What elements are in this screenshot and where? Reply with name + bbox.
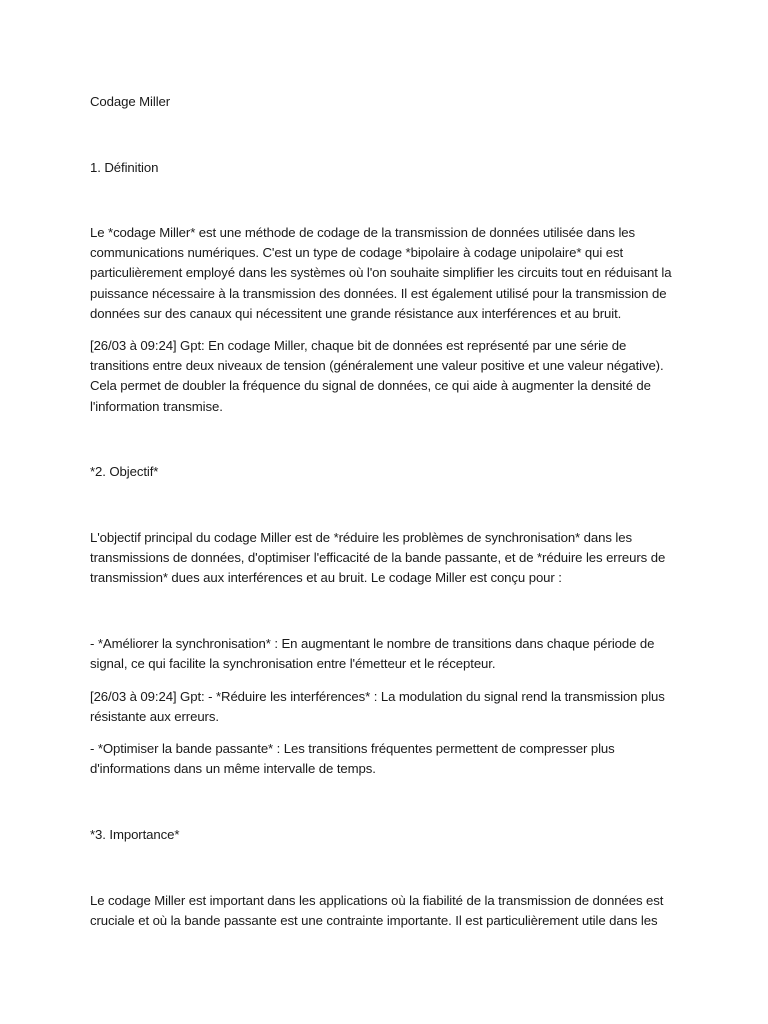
- section-1-paragraph-1: Le *codage Miller* est une méthode de codage de la transmission de données utilisée dans les communications numériques. C'est un type de codage *bipolaire à codage unipolaire* qui est particulièrement employé dans les systèmes où l'on souhaite simplifier les circuits tout en réduisant la puissance nécessaire à la transmission des données. Il est également utilisé pour la transmission de données sur des canaux qui nécessitent une grande résistance aux interférences et au bruit.: [90, 225, 672, 321]
- section-2-heading: *2. Objectif*: [90, 464, 159, 479]
- section-3-heading: *3. Importance*: [90, 827, 180, 842]
- section-2-bullet-1: - *Améliorer la synchronisation* : En augmentant le nombre de transitions dans chaque période de signal, ce qui facilite la synchronisation entre l'émetteur et le récepteur.: [90, 636, 655, 672]
- section-2-bullet-2: [26/03 à 09:24] Gpt: - *Réduire les interférences* : La modulation du signal rend la transmission plus résistante aux erreurs.: [90, 689, 665, 725]
- section-3-paragraph-1: Le codage Miller est important dans les applications où la fiabilité de la transmission de données est cruciale et où la bande passante est une contrainte importante. Il est particulièrement utile dans les: [90, 893, 664, 929]
- section-2-bullet-3: - *Optimiser la bande passante* : Les transitions fréquentes permettent de compresser plus d'informations dans un même intervalle de temps.: [90, 741, 615, 777]
- section-2-paragraph-1: L'objectif principal du codage Miller est de *réduire les problèmes de synchronisation* dans les transmissions de données, d'optimiser l'efficacité de la bande passante, et de *réduire les erreurs de transmission* dues aux interférences et au bruit. Le codage Miller est conçu pour :: [90, 530, 666, 586]
- document-title: Codage Miller: [90, 94, 171, 109]
- section-1-paragraph-2: [26/03 à 09:24] Gpt: En codage Miller, chaque bit de données est représenté par une série de transitions entre deux niveaux de tension (généralement une valeur positive et une valeur négative). Cela permet de doubler la fréquence du signal de données, ce qui aide à augmenter la densité de l'information transmise.: [90, 338, 664, 414]
- section-1-heading: 1. Définition: [90, 160, 159, 175]
